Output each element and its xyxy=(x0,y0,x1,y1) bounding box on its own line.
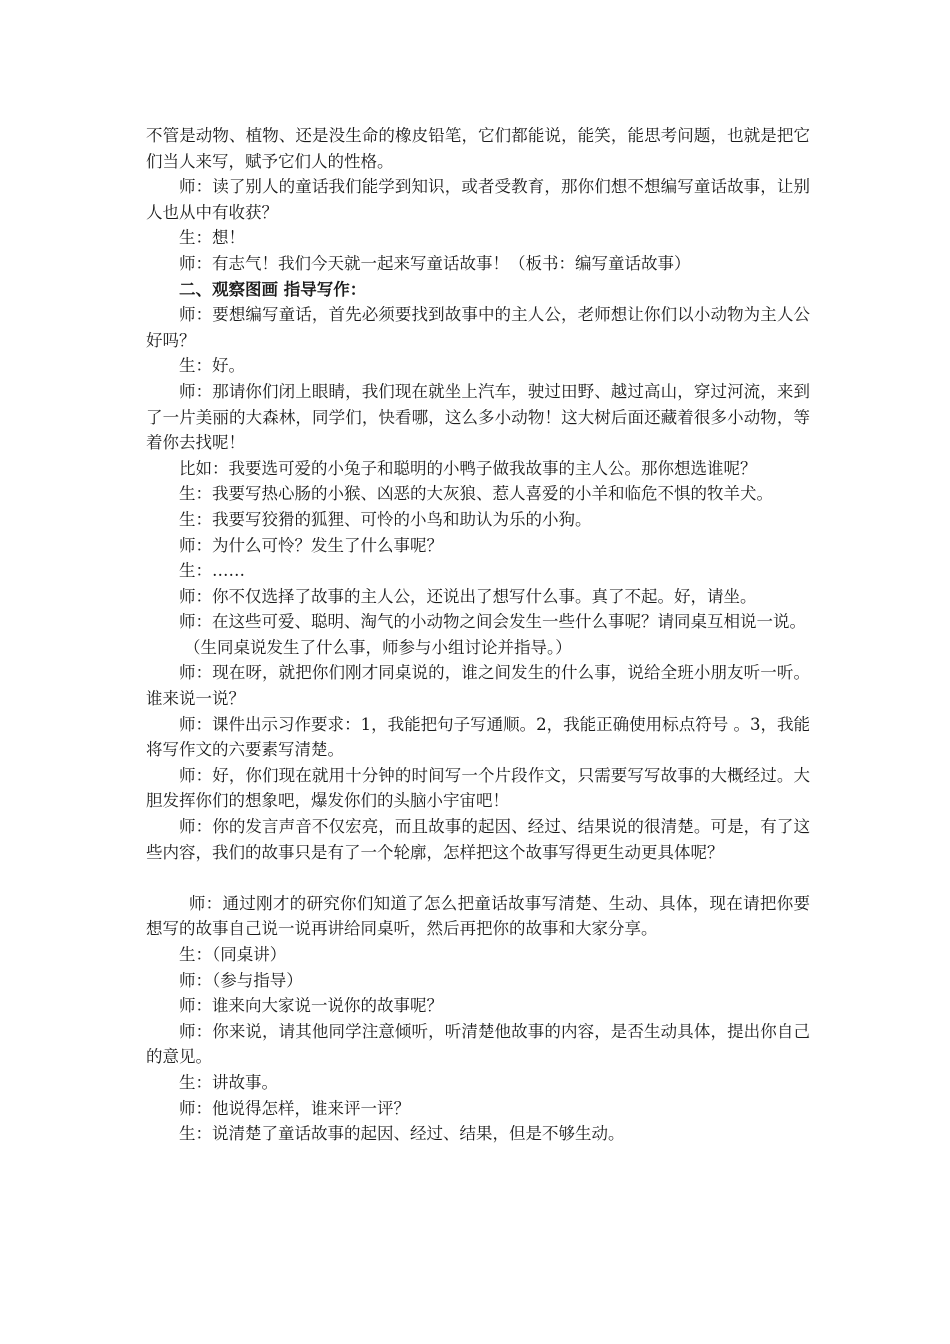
paragraph-student-fox: 生：我要写狡猾的狐狸、可怜的小鸟和助认为乐的小狗。 xyxy=(179,509,592,529)
paragraph-student-tell: 生：讲故事。 xyxy=(179,1072,278,1092)
paragraph-student-monkey: 生：我要写热心肠的小猴、凶恶的大灰狼、惹人喜爱的小羊和临危不惧的牧羊犬。 xyxy=(179,484,773,504)
paragraph-teacher-protagonist: 师：要想编写童话，首先必须要找到故事中的主人公，老师想让你们以小动物为主人公好吗？ xyxy=(146,305,810,350)
paragraph-example-choice: 比如：我要选可爱的小兔子和聪明的小鸭子做我故事的主人公。那你想选谁呢？ xyxy=(179,458,757,478)
paragraph-teacher-question: 师：读了别人的童话我们能学到知识，或者受教育，那你们想不想编写童话故事，让别人也从中有收获？ xyxy=(146,177,810,222)
paragraph-intro-continuation: 不管是动物、植物、还是没生命的橡皮铅笔，它们都能说，能笑，能思考问题，也就是把它们当人来写，赋予它们人的性格。 xyxy=(146,126,810,171)
paragraph-teacher-discuss: 师：在这些可爱、聪明、淘气的小动物之间会发生一些什么事呢？请同桌互相说一说。 xyxy=(179,612,806,632)
paragraph-student-answer: 生：想！ xyxy=(179,228,245,248)
section-heading: 二、观察图画 指导写作： xyxy=(179,279,367,299)
paragraph-teacher-praise: 师：你不仅选择了故事的主人公，还说出了想写什么事。真了不起。好，请坐。 xyxy=(179,586,757,606)
paragraph-student-comment: 生：说清楚了童话故事的起因、经过、结果，但是不够生动。 xyxy=(179,1124,625,1144)
paragraph-teacher-outline: 师：你的发言声音不仅宏亮，而且故事的起因、经过、结果说的很清楚。可是，有了这些内容，我们的故事只是有了一个轮廓，怎样把这个故事写得更生动更具体呢？ xyxy=(146,817,810,862)
paragraph-teacher-evaluate: 师：他说得怎样，谁来评一评？ xyxy=(179,1098,410,1118)
paragraph-group-discussion-note: （生同桌说发生了什么事，师参与小组讨论并指导。） xyxy=(183,637,572,657)
paragraph-teacher-guide: 师：（参与指导） xyxy=(179,970,303,990)
paragraph-teacher-forest: 师：那请你们闭上眼睛，我们现在就坐上汽车，驶过田野、越过高山，穿过河流，来到了一片美丽的大森林，同学们，快看哪，这么多小动物！这大树后面还藏着很多小动物，等着你去找呢！ xyxy=(146,381,810,453)
paragraph-gap xyxy=(146,865,810,891)
paragraph-teacher-listen: 师：你来说，请其他同学注意倾听，听清楚他故事的内容，是否生动具体，提出你自己的意见。 xyxy=(146,1021,810,1067)
paragraph-teacher-write: 师：好，你们现在就用十分钟的时间写一个片段作文，只需要写写故事的大概经过。大胆发挥你们的想象吧，爆发你们的头脑小宇宙吧！ xyxy=(146,765,810,811)
paragraph-student-ok: 生：好。 xyxy=(179,356,245,376)
paragraph-teacher-requirements: 师：课件出示习作要求：1，我能把句子写通顺。2，我能正确使用标点符号 。3，我能将写作文的六要素写清楚。 xyxy=(146,714,810,760)
paragraph-teacher-why: 师：为什么可怜？发生了什么事呢？ xyxy=(179,535,443,555)
paragraph-student-deskmate: 生：（同桌讲） xyxy=(179,945,287,964)
paragraph-teacher-retell: 师：通过刚才的研究你们知道了怎么把童话故事写清楚、生动、具体，现在请把你要想写的故事自己说一说再讲给同桌听，然后再把你的故事和大家分享。 xyxy=(146,893,810,939)
paragraph-student-ellipsis: 生：…… xyxy=(179,561,245,581)
paragraph-teacher-who: 师：谁来向大家说一说你的故事呢？ xyxy=(179,996,443,1016)
document-page xyxy=(146,123,810,1147)
paragraph-teacher-share: 师：现在呀，就把你们刚才同桌说的，谁之间发生的什么事，说给全班小朋友听一听。谁来说一说？ xyxy=(146,663,810,709)
paragraph-teacher-board: 师：有志气！我们今天就一起来写童话故事！（板书：编写童话故事） xyxy=(179,253,691,273)
